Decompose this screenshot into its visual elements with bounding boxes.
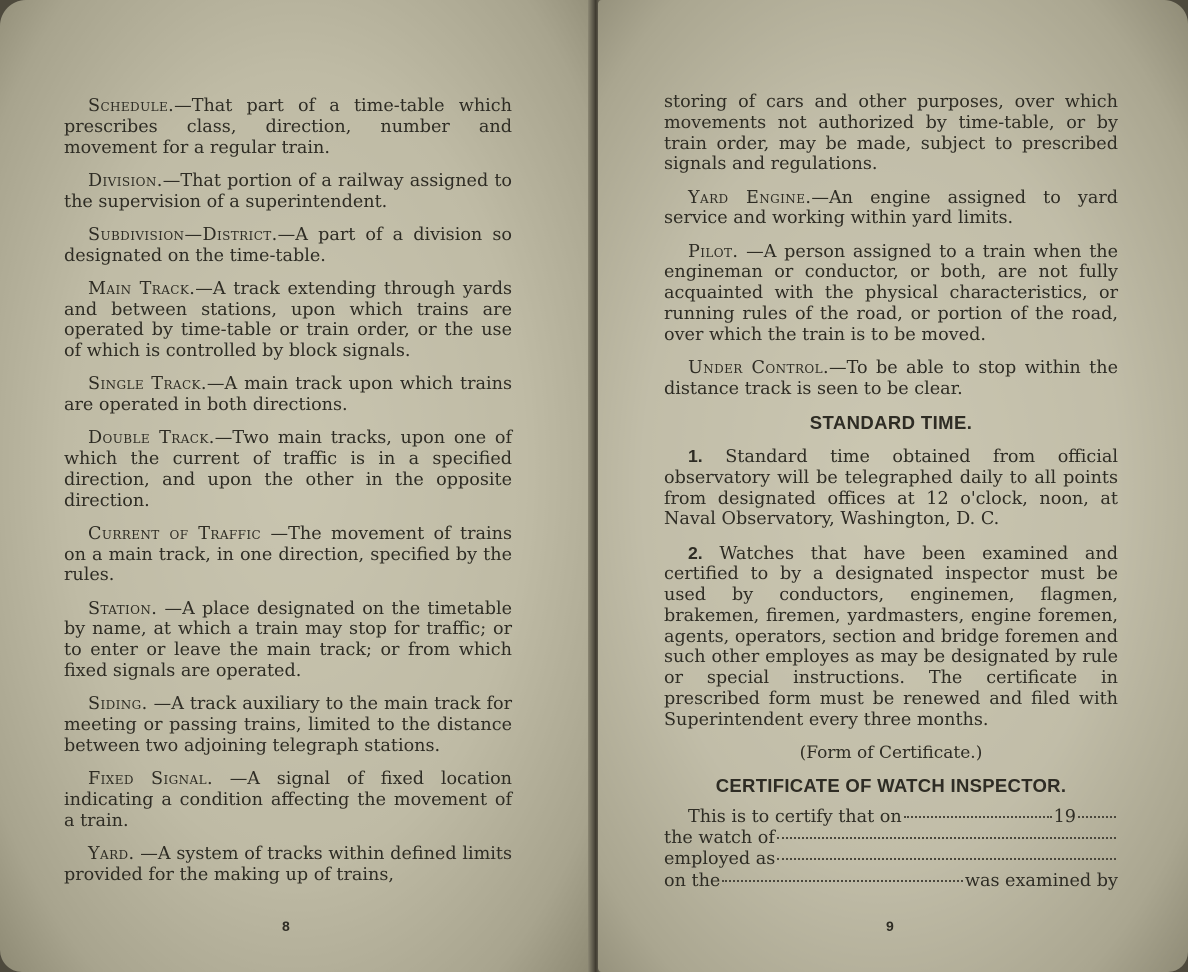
rule-text: Watches that have been examined and certified to by a designated inspector must be used by conductors, enginemen, flagmen, brakemen, firemen, yardmasters, engine foremen, agents, operators, section and bridge foremen and such other employes as may be designated by rule or special instructions. The certificate in prescribed form must be renewed and filed with Superintendent every three months. (664, 543, 1118, 730)
page-number-right: 9 (886, 918, 894, 934)
blank-position-field (777, 858, 1116, 860)
definition-text: —A place designated on the timetable by name, at which a train may stop for traffic; or to enter or leave the main track; or from which fixed signals are operated. (64, 598, 512, 682)
definition-text: —A signal of fixed location indicating a condition affecting the movement of a train. (64, 769, 513, 831)
right-page-text (664, 92, 1118, 892)
certificate-year: 19 (1053, 807, 1076, 828)
definition-text: —An engine assigned to yard service and working within yard limits. (664, 187, 1118, 229)
definition-fixed-signal (64, 769, 512, 831)
definition-text: —A track extending through yards and between stations, upon which trains are operated by time-table or train order, or the use of which is controlled by block signals. (64, 278, 513, 362)
rule-1 (664, 446, 1118, 530)
blank-name-field (777, 837, 1116, 839)
term-label: Under Control. (688, 357, 829, 378)
definition-siding (64, 694, 512, 756)
definition-text: —A system of tracks within defined limits provided for the making up of trains, (64, 843, 513, 885)
certificate-line-date (664, 807, 1118, 828)
certificate-heading: CERTIFICATE OF WATCH INSPECTOR. (715, 775, 1067, 797)
term-label: Division. (88, 170, 163, 191)
definition-text: —That part of a time-table which prescribes class, direction, number and movement for a regular train. (64, 96, 512, 158)
form-of-certificate-note: (Form of Certificate.) (799, 743, 983, 764)
definition-yard-engine (664, 188, 1118, 230)
certificate-line-employed-as (664, 849, 1118, 870)
blank-year-field (1078, 816, 1116, 818)
definition-single-track (64, 374, 512, 416)
left-page (0, 0, 592, 972)
term-label: Main Track. (88, 278, 196, 299)
blank-date-field (904, 816, 1052, 818)
certificate-line-examined (664, 871, 1118, 892)
rule-2 (664, 543, 1118, 731)
definition-text: —The movement of trains on a main track, in one direction, specified by the rules. (64, 523, 513, 586)
definition-division (64, 171, 512, 213)
certificate-text: the watch of (664, 828, 775, 849)
definition-text: —To be able to stop within the distance track is seen to be clear. (664, 357, 1118, 399)
definition-station (64, 599, 512, 682)
definition-pilot (664, 242, 1118, 346)
term-label: Double Track. (88, 428, 215, 449)
term-label: Single Track. (88, 374, 207, 395)
term-label: Schedule. (88, 96, 175, 116)
certificate-line-watch-of (664, 828, 1118, 849)
definition-subdivision (64, 225, 512, 267)
standard-time-heading: STANDARD TIME. (809, 411, 973, 433)
certificate-text: employed as (664, 849, 776, 870)
certificate-text: on the (664, 870, 721, 891)
definition-yard (64, 844, 512, 886)
certificate-text: was examined by (964, 870, 1118, 891)
rule-number: 2. (688, 542, 703, 563)
right-page (598, 0, 1188, 972)
rule-number: 1. (688, 445, 703, 466)
term-label: Station. (88, 598, 158, 619)
left-page-text (64, 96, 512, 898)
rule-text: Standard time obtained from official observatory will be telegraphed daily to all points from designated offices at 12 o'clock, noon, at Naval Observatory, Washington, D. C. (664, 446, 1119, 530)
term-label: Siding. (88, 694, 148, 715)
term-label: Current of Traffic (88, 523, 262, 544)
term-label: Subdivision—District. (88, 224, 278, 245)
definition-text: —Two main tracks, upon one of which the current of traffic is in a specified direction, and upon the other in the opposite direction. (64, 428, 512, 511)
definition-text: —A main track upon which trains are operated in both directions. (64, 374, 512, 416)
definition-main-track (64, 279, 512, 362)
yard-definition-continuation: storing of cars and other purposes, over which movements not authorized by time-table, or by train order, may be made, subject to prescribed signals and regulations. (664, 92, 1118, 175)
definition-double-track (64, 428, 512, 511)
term-label: Yard. (88, 843, 135, 864)
definition-text: —A part of a division so designated on the time-table. (64, 224, 512, 266)
term-label: Pilot. (688, 241, 739, 262)
page-number-left: 8 (282, 918, 290, 934)
definition-text: —That portion of a railway assigned to the supervision of a superintendent. (64, 170, 512, 212)
definition-current-of-traffic (64, 524, 512, 586)
definition-text: —A track auxiliary to the main track for meeting or passing trains, limited to the distance between two adjoining telegraph stations. (64, 694, 513, 756)
definition-under-control (664, 358, 1118, 400)
blank-road-field (722, 880, 963, 882)
term-label: Fixed Signal. (88, 769, 213, 790)
certificate-text: This is to certify that on (688, 807, 902, 828)
definition-text: —A person assigned to a train when the engineman or conductor, or both, are not fully acquainted with the physical characteristics, or running rules of the road, or portion of the road, over which the train is to be moved. (664, 241, 1119, 345)
definition-schedule (64, 96, 512, 158)
term-label: Yard Engine. (688, 187, 812, 208)
